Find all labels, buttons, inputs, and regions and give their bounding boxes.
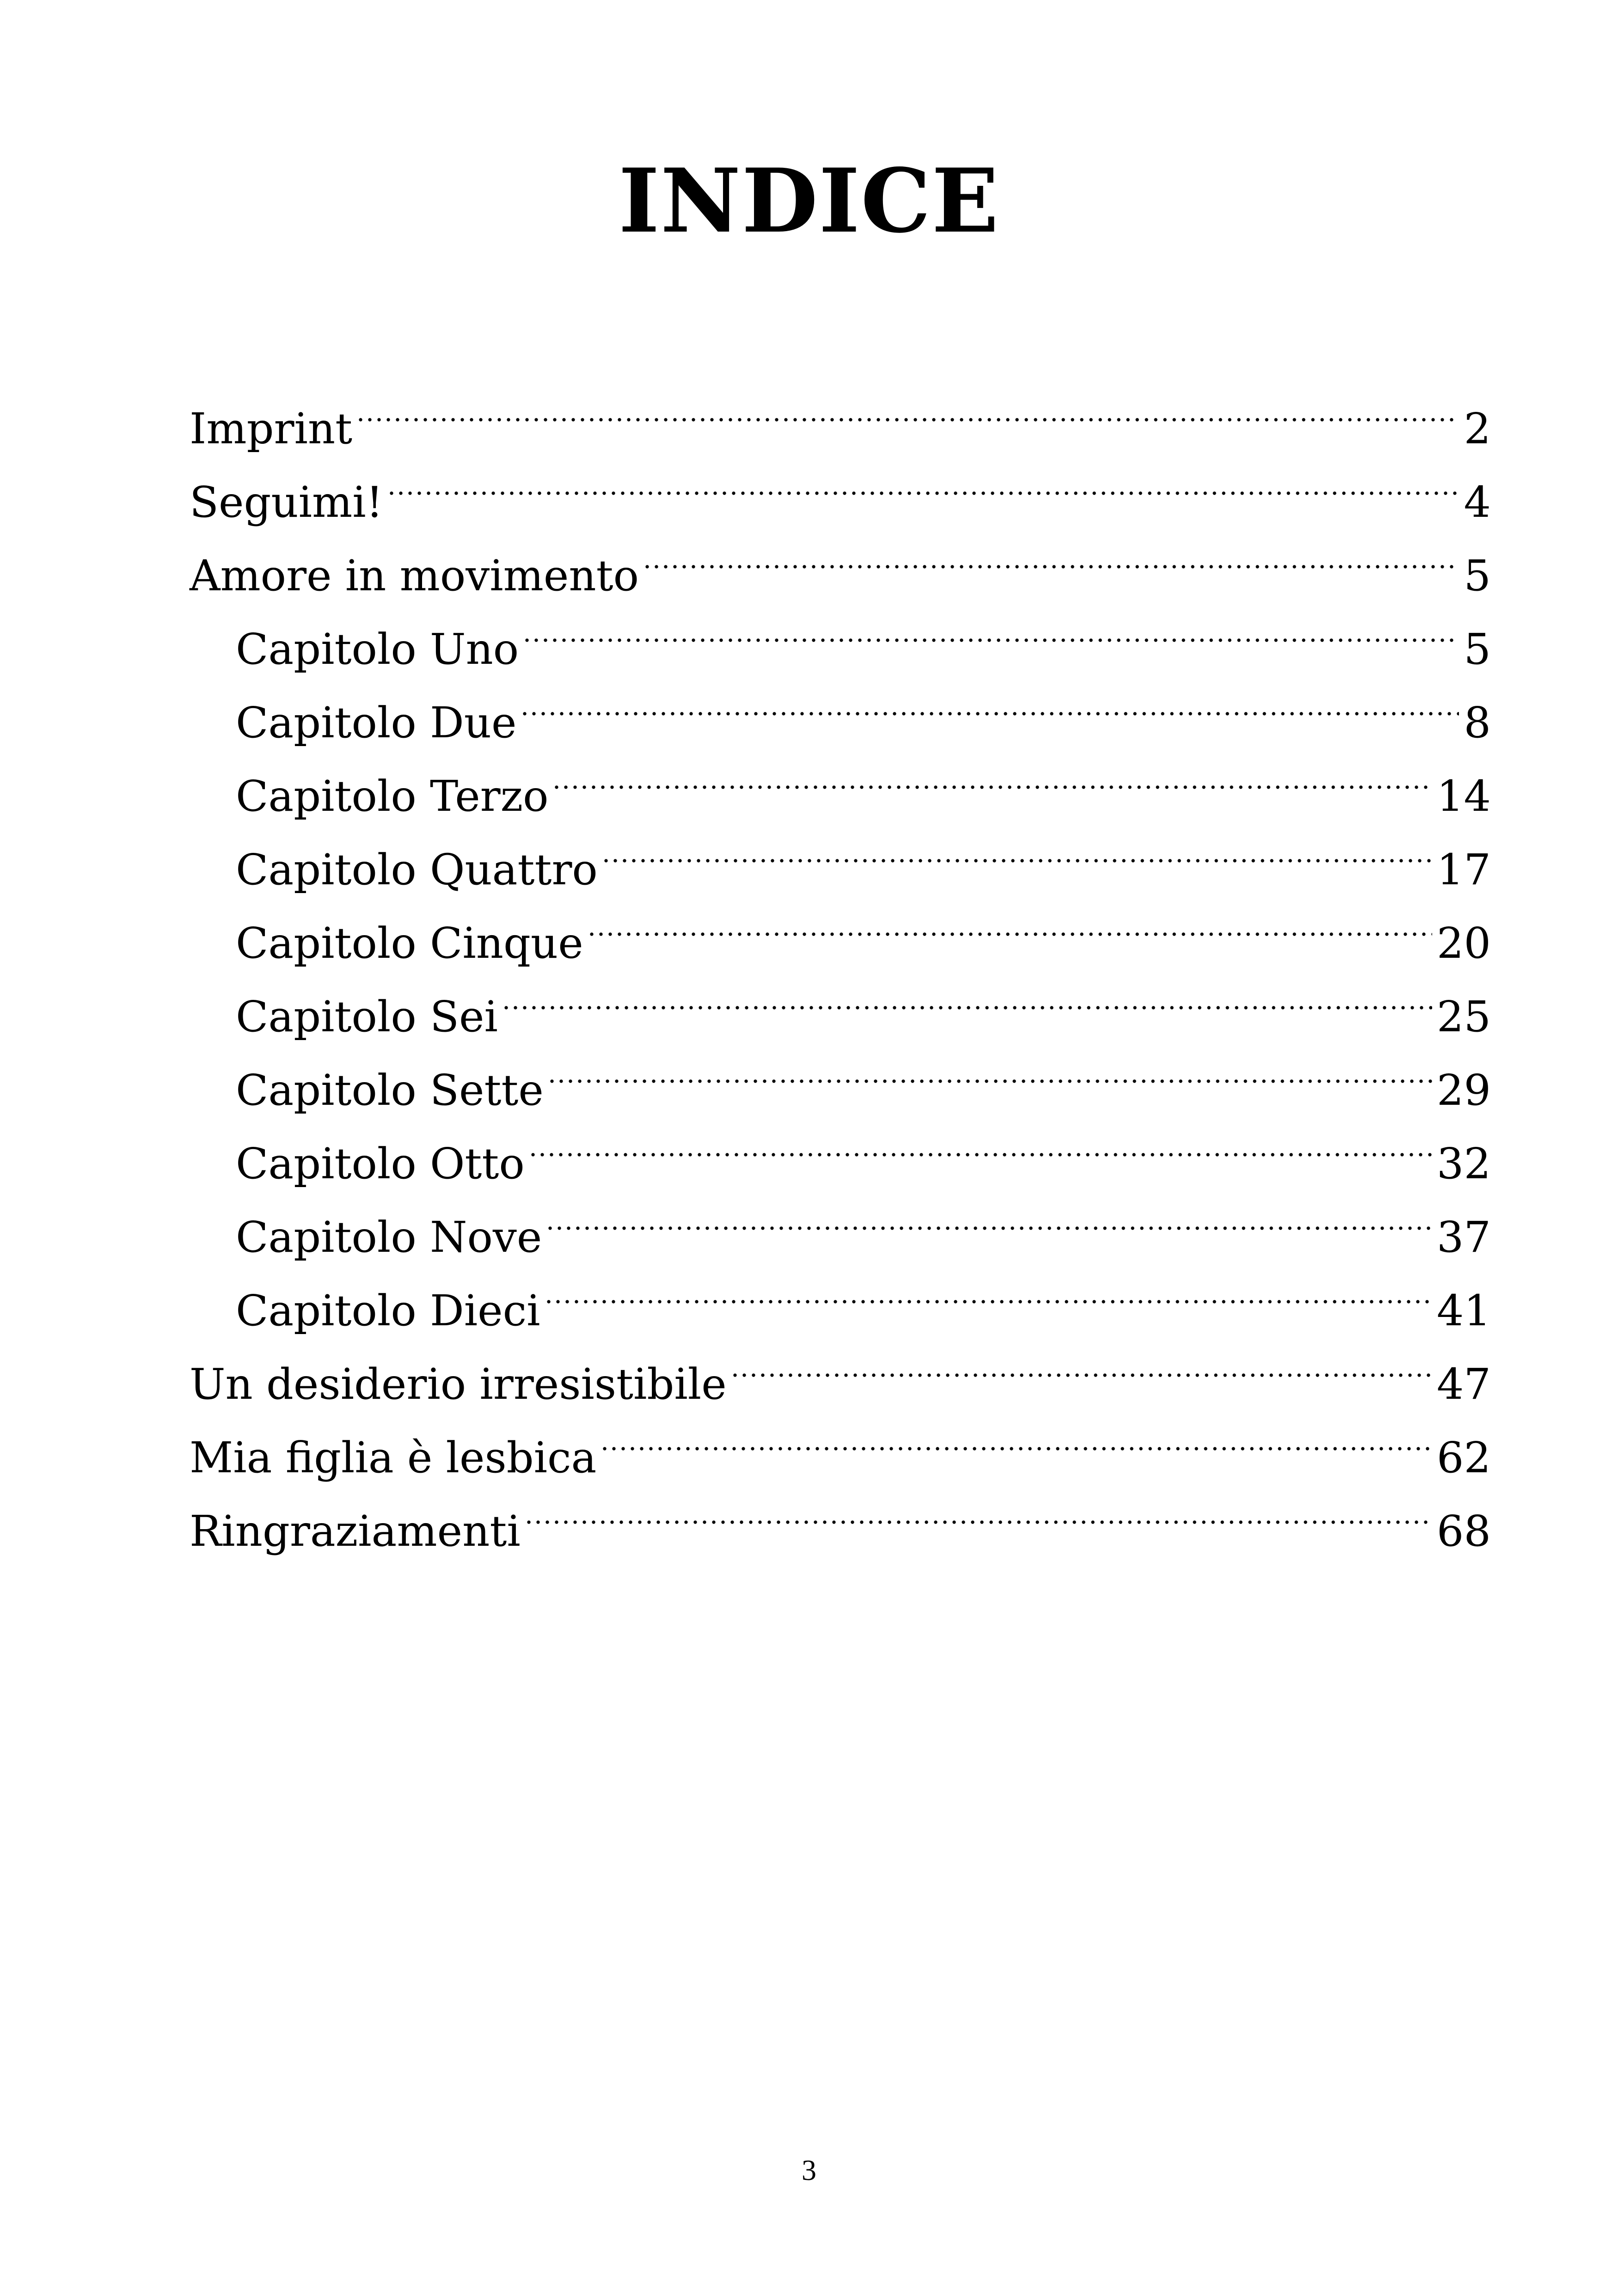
toc-dot-leader — [356, 370, 1459, 443]
toc-entry-label: Capitolo Sette — [236, 1065, 544, 1115]
toc-entry[interactable] — [190, 370, 1491, 453]
page-title: INDICE — [618, 149, 1000, 252]
toc-dot-leader — [502, 958, 1432, 1031]
toc-entry-label: Capitolo Uno — [236, 625, 519, 674]
toc-entry-page: 14 — [1436, 771, 1491, 821]
toc-entry-page: 68 — [1436, 1506, 1491, 1556]
toc-entry-page: 2 — [1464, 404, 1491, 453]
toc-dot-leader — [522, 590, 1459, 664]
toc-entry-label: Capitolo Dieci — [236, 1286, 540, 1335]
toc-dot-leader — [643, 517, 1459, 590]
toc-entry-page: 62 — [1436, 1433, 1491, 1482]
toc-dot-leader — [601, 811, 1432, 884]
toc-entry-page: 29 — [1436, 1065, 1491, 1115]
toc-dot-leader — [600, 1399, 1432, 1472]
toc-dot-leader — [587, 884, 1432, 958]
toc-entry-page: 47 — [1436, 1359, 1491, 1409]
toc-dot-leader — [544, 1252, 1432, 1325]
toc-entry-label: Capitolo Otto — [236, 1139, 525, 1188]
toc-dot-leader — [730, 1325, 1432, 1399]
toc-dot-leader — [524, 1472, 1432, 1546]
toc-entry-page: 17 — [1436, 845, 1491, 894]
page-number: 3 — [802, 2154, 816, 2186]
toc-entry-label: Capitolo Quattro — [236, 845, 598, 894]
toc-entry-label: Seguimi! — [190, 478, 383, 527]
toc-entry-label: Mia figlia è lesbica — [190, 1433, 597, 1482]
table-of-contents — [190, 370, 1491, 1556]
toc-dot-leader — [545, 1178, 1432, 1252]
toc-entry-page: 5 — [1464, 551, 1491, 600]
toc-entry-page: 4 — [1464, 478, 1491, 527]
toc-entry-label: Capitolo Sei — [236, 992, 498, 1041]
toc-entry[interactable] — [190, 443, 1491, 527]
toc-dot-leader — [520, 664, 1459, 737]
toc-entry-label: Capitolo Nove — [236, 1212, 542, 1262]
toc-entry-page: 25 — [1436, 992, 1491, 1041]
toc-entry-label: Capitolo Cinque — [236, 918, 583, 968]
toc-dot-leader — [552, 737, 1432, 811]
toc-entry-page: 8 — [1464, 698, 1491, 747]
toc-entry-label: Un desiderio irresistibile — [190, 1359, 727, 1409]
toc-entry-page: 20 — [1436, 918, 1491, 968]
toc-entry-page: 37 — [1436, 1212, 1491, 1262]
toc-entry-label: Capitolo Terzo — [236, 771, 549, 821]
toc-dot-leader — [387, 443, 1459, 517]
toc-entry-page: 41 — [1436, 1286, 1491, 1335]
toc-entry-page: 32 — [1436, 1139, 1491, 1188]
toc-entry-label: Amore in movimento — [190, 551, 639, 600]
toc-entry-label: Ringraziamenti — [190, 1506, 521, 1556]
toc-entry-label: Capitolo Due — [236, 698, 517, 747]
toc-dot-leader — [547, 1031, 1432, 1105]
toc-entry-page: 5 — [1464, 625, 1491, 674]
toc-dot-leader — [528, 1105, 1432, 1178]
toc-entry-label: Imprint — [190, 404, 353, 453]
